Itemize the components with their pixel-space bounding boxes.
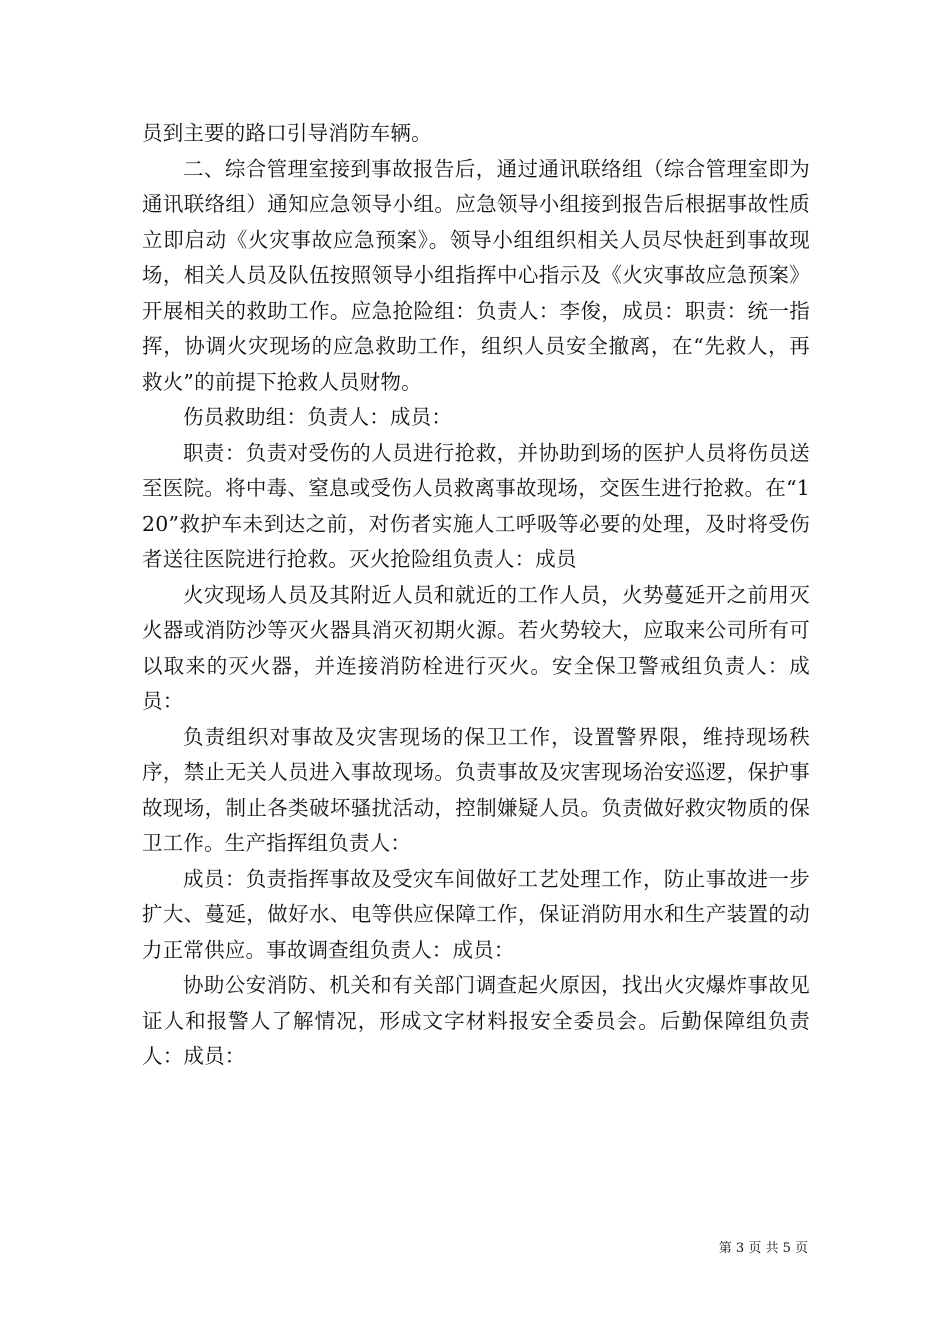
paragraph-2: 二、综合管理室接到事故报告后，通过通讯联络组（综合管理室即为通讯联络组）通知应急领导小组。应急领导小组接到报告后根据事故性质立即启动《火灾事故应急预案》。领导小组组织相关人员尽快赶到事故现场，相关人员及队伍按照领导小组指挥中心指示及《火灾事故应急预案》开展相关的救助工作。应急抢险组：负责人：李俊，成员：职责：统一指挥，协调火灾现场的应急救助工作，组织人员安全撤离，在“先救人，再救火”的前提下抢救人员财物。 [142, 156, 810, 394]
paragraph-7: 成员：负责指挥事故及受灾车间做好工艺处理工作，防止事故进一步扩大、蔓延，做好水、电等供应保障工作，保证消防用水和生产装置的动力正常供应。事故调查组负责人：成员： [142, 866, 810, 962]
paragraph-8: 协助公安消防、机关和有关部门调查起火原因，找出火灾爆炸事故见证人和报警人了解情况，形成文字材料报安全委员会。后勤保障组负责人：成员： [142, 973, 810, 1068]
paragraph-1: 员到主要的路口引导消防车辆。 [142, 121, 432, 145]
document-body [142, 116, 810, 1075]
page-number-footer: 第 3 页 共 5 页 [718, 1241, 808, 1256]
paragraph-6: 负责组织对事故及灾害现场的保卫工作，设置警界限，维持现场秩序，禁止无关人员进入事故现场。负责事故及灾害现场治安巡逻，保护事故现场，制止各类破坏骚扰活动，控制嫌疑人员。负责做好救灾物质的保卫工作。生产指挥组负责人： [142, 724, 810, 855]
paragraph-5: 火灾现场人员及其附近人员和就近的工作人员，火势蔓延开之前用灭火器或消防沙等灭火器具消灭初期火源。若火势较大，应取来公司所有可以取来的灭火器，并连接消防栓进行灭火。安全保卫警戒组负责人：成员： [142, 582, 810, 713]
paragraph-4: 职责：负责对受伤的人员进行抢救，并协助到场的医护人员将伤员送至医院。将中毒、窒息或受伤人员救离事故现场，交医生进行抢救。在“120”救护车未到达之前，对伤者实施人工呼吸等必要的处理，及时将受伤者送往医院进行抢救。灭火抢险组负责人：成员 [142, 440, 810, 571]
paragraph-3: 伤员救助组：负责人：成员： [183, 405, 453, 429]
